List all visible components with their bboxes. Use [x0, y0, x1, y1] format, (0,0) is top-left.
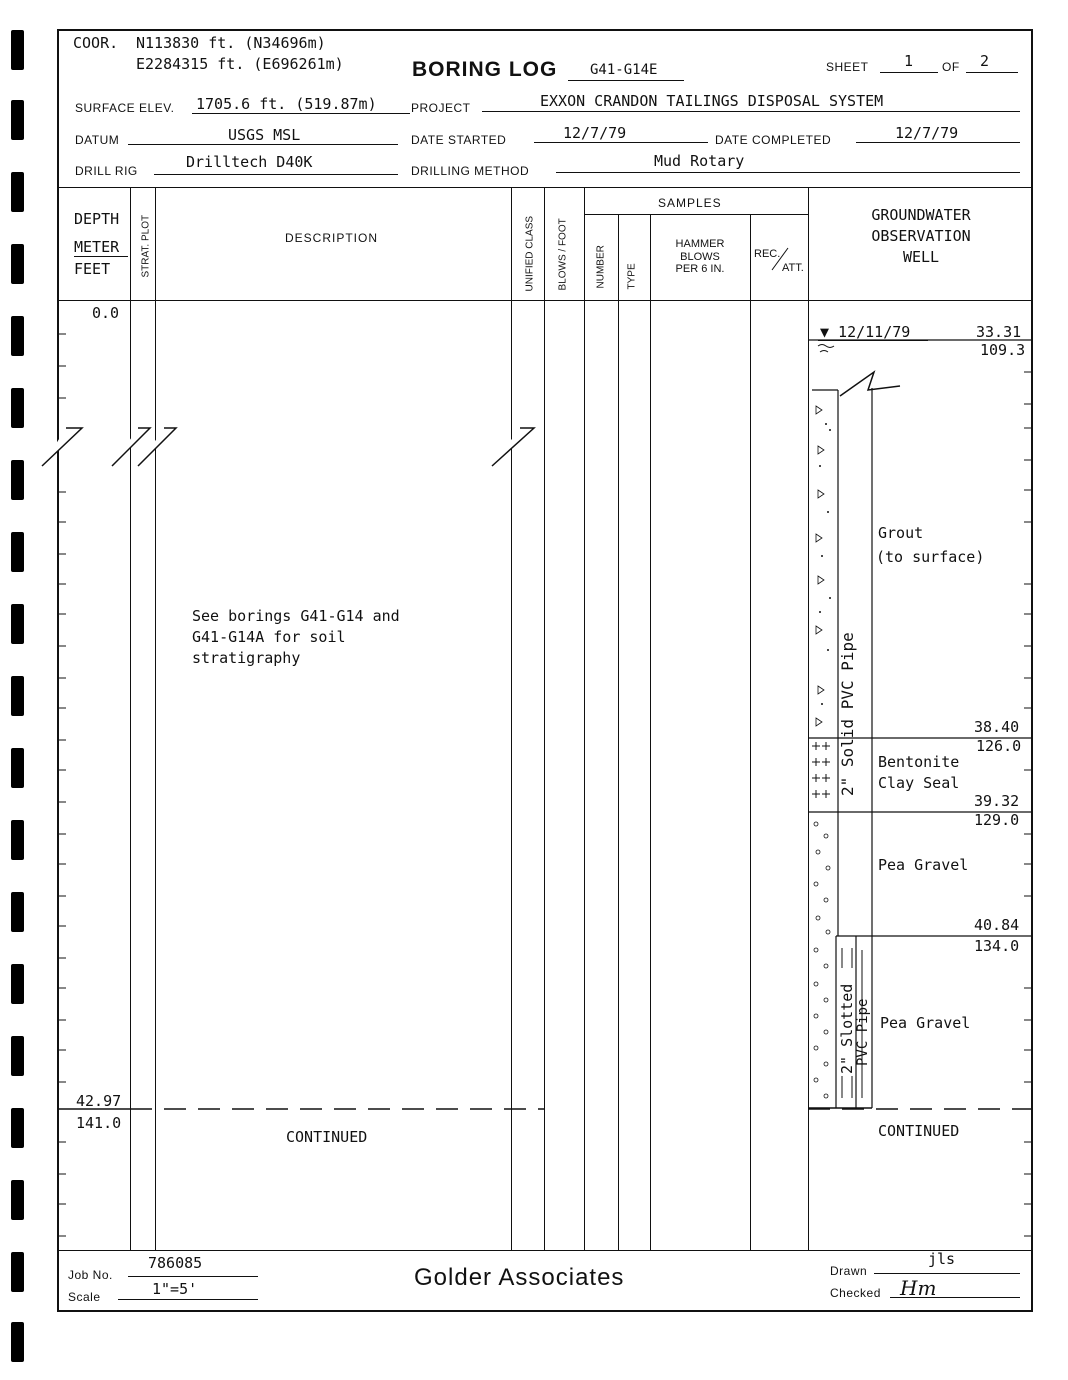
scale-value: 1"=5' — [152, 1280, 198, 1298]
samples-header: SAMPLES — [658, 196, 722, 210]
grout-line1: Grout — [878, 524, 924, 542]
hammer-line3: PER 6 IN. — [675, 263, 725, 276]
job-label: Job No. — [68, 1268, 113, 1282]
date-completed-label: DATE COMPLETED — [715, 133, 832, 147]
job-number: 786085 — [148, 1254, 203, 1272]
gw-line3: WELL — [902, 248, 940, 266]
continued-left: CONTINUED — [286, 1128, 368, 1146]
of-label: OF — [942, 60, 960, 74]
coord-label: COOR. — [73, 34, 119, 52]
rec-header: REC. — [754, 248, 781, 260]
meter-header: METER — [74, 238, 120, 256]
bentonite-line2: Clay Seal — [878, 774, 960, 792]
seal-top-ft: 126.0 — [976, 737, 1022, 755]
page-title: BORING LOG — [412, 58, 558, 81]
slotted-pipe-line2: PVC Pipe — [855, 998, 871, 1066]
company-name: Golder Associates — [414, 1264, 625, 1291]
seal-bottom-ft: 129.0 — [974, 811, 1020, 829]
description-header: DESCRIPTION — [285, 231, 379, 245]
number-header: NUMBER — [595, 245, 607, 289]
drawn-label: Drawn — [830, 1264, 868, 1278]
feet-header: FEET — [74, 260, 111, 278]
description-line3: stratigraphy — [192, 649, 301, 667]
slotted-pipe-line1: 2" Slotted — [838, 983, 856, 1074]
log-id: G41-G14E — [590, 62, 658, 78]
surface-elev-label: SURFACE ELEV. — [75, 101, 175, 115]
type-header: TYPE — [626, 263, 638, 290]
blows-foot-header: BLOWS / FOOT — [557, 218, 569, 291]
unified-class-header: UNIFIED CLASS — [524, 215, 536, 292]
depth-bottom-ft: 141.0 — [76, 1114, 122, 1132]
scale-label: Scale — [68, 1290, 101, 1304]
pea-gravel-lower: Pea Gravel — [880, 1014, 971, 1032]
drilling-method-label: DRILLING METHOD — [411, 164, 530, 178]
screen-top-m: 40.84 — [974, 916, 1020, 934]
sheet-total: 2 — [980, 52, 990, 70]
description-line2: G41-G14A for soil — [192, 628, 346, 646]
drill-rig: Drilltech D40K — [186, 153, 313, 171]
sheet-label: SHEET — [826, 60, 869, 74]
date-started: 12/7/79 — [563, 124, 627, 142]
datum: USGS MSL — [228, 126, 301, 144]
gw-line1: GROUNDWATER — [871, 206, 971, 224]
depth-header: DEPTH — [74, 210, 120, 228]
coord-north: N113830 ft. (N34696m) — [136, 34, 326, 52]
att-header: ATT. — [782, 262, 804, 274]
checked-signature: Hm — [900, 1276, 937, 1300]
description-line1: See borings G41-G14 and — [192, 607, 400, 625]
strat-plot-header: STRAT. PLOT — [140, 214, 152, 278]
grout-line2: (to surface) — [876, 548, 985, 566]
drawn-by: jls — [928, 1250, 956, 1268]
screen-top-ft: 134.0 — [974, 937, 1020, 955]
project-label: PROJECT — [411, 101, 471, 115]
hammer-line2: BLOWS — [680, 250, 720, 263]
water-depth-m: 33.31 — [976, 323, 1022, 341]
water-depth-ft: 109.3 — [980, 341, 1026, 359]
date-completed: 12/7/79 — [895, 124, 959, 142]
pea-gravel-upper: Pea Gravel — [878, 856, 969, 874]
continued-right: CONTINUED — [878, 1122, 960, 1140]
water-date: ▼ 12/11/79 — [820, 323, 911, 341]
depth-bottom-m: 42.97 — [76, 1092, 122, 1110]
drilling-method: Mud Rotary — [654, 152, 745, 170]
datum-label: DATUM — [75, 133, 120, 147]
sheet-number: 1 — [904, 52, 914, 70]
seal-top-m: 38.40 — [974, 718, 1020, 736]
project: EXXON CRANDON TAILINGS DISPOSAL SYSTEM — [540, 92, 884, 110]
bentonite-line1: Bentonite — [878, 753, 960, 771]
depth-top: 0.0 — [92, 304, 120, 322]
gw-line2: OBSERVATION — [871, 227, 971, 245]
date-started-label: DATE STARTED — [411, 133, 507, 147]
hammer-line1: HAMMER — [675, 238, 725, 250]
checked-label: Checked — [830, 1286, 881, 1300]
coord-east: E2284315 ft. (E696261m) — [136, 55, 344, 73]
surface-elev: 1705.6 ft. (519.87m) — [196, 95, 377, 113]
drill-rig-label: DRILL RIG — [75, 164, 138, 178]
seal-bottom-m: 39.32 — [974, 792, 1020, 810]
solid-pvc-pipe-label: 2" Solid PVC Pipe — [838, 632, 857, 796]
